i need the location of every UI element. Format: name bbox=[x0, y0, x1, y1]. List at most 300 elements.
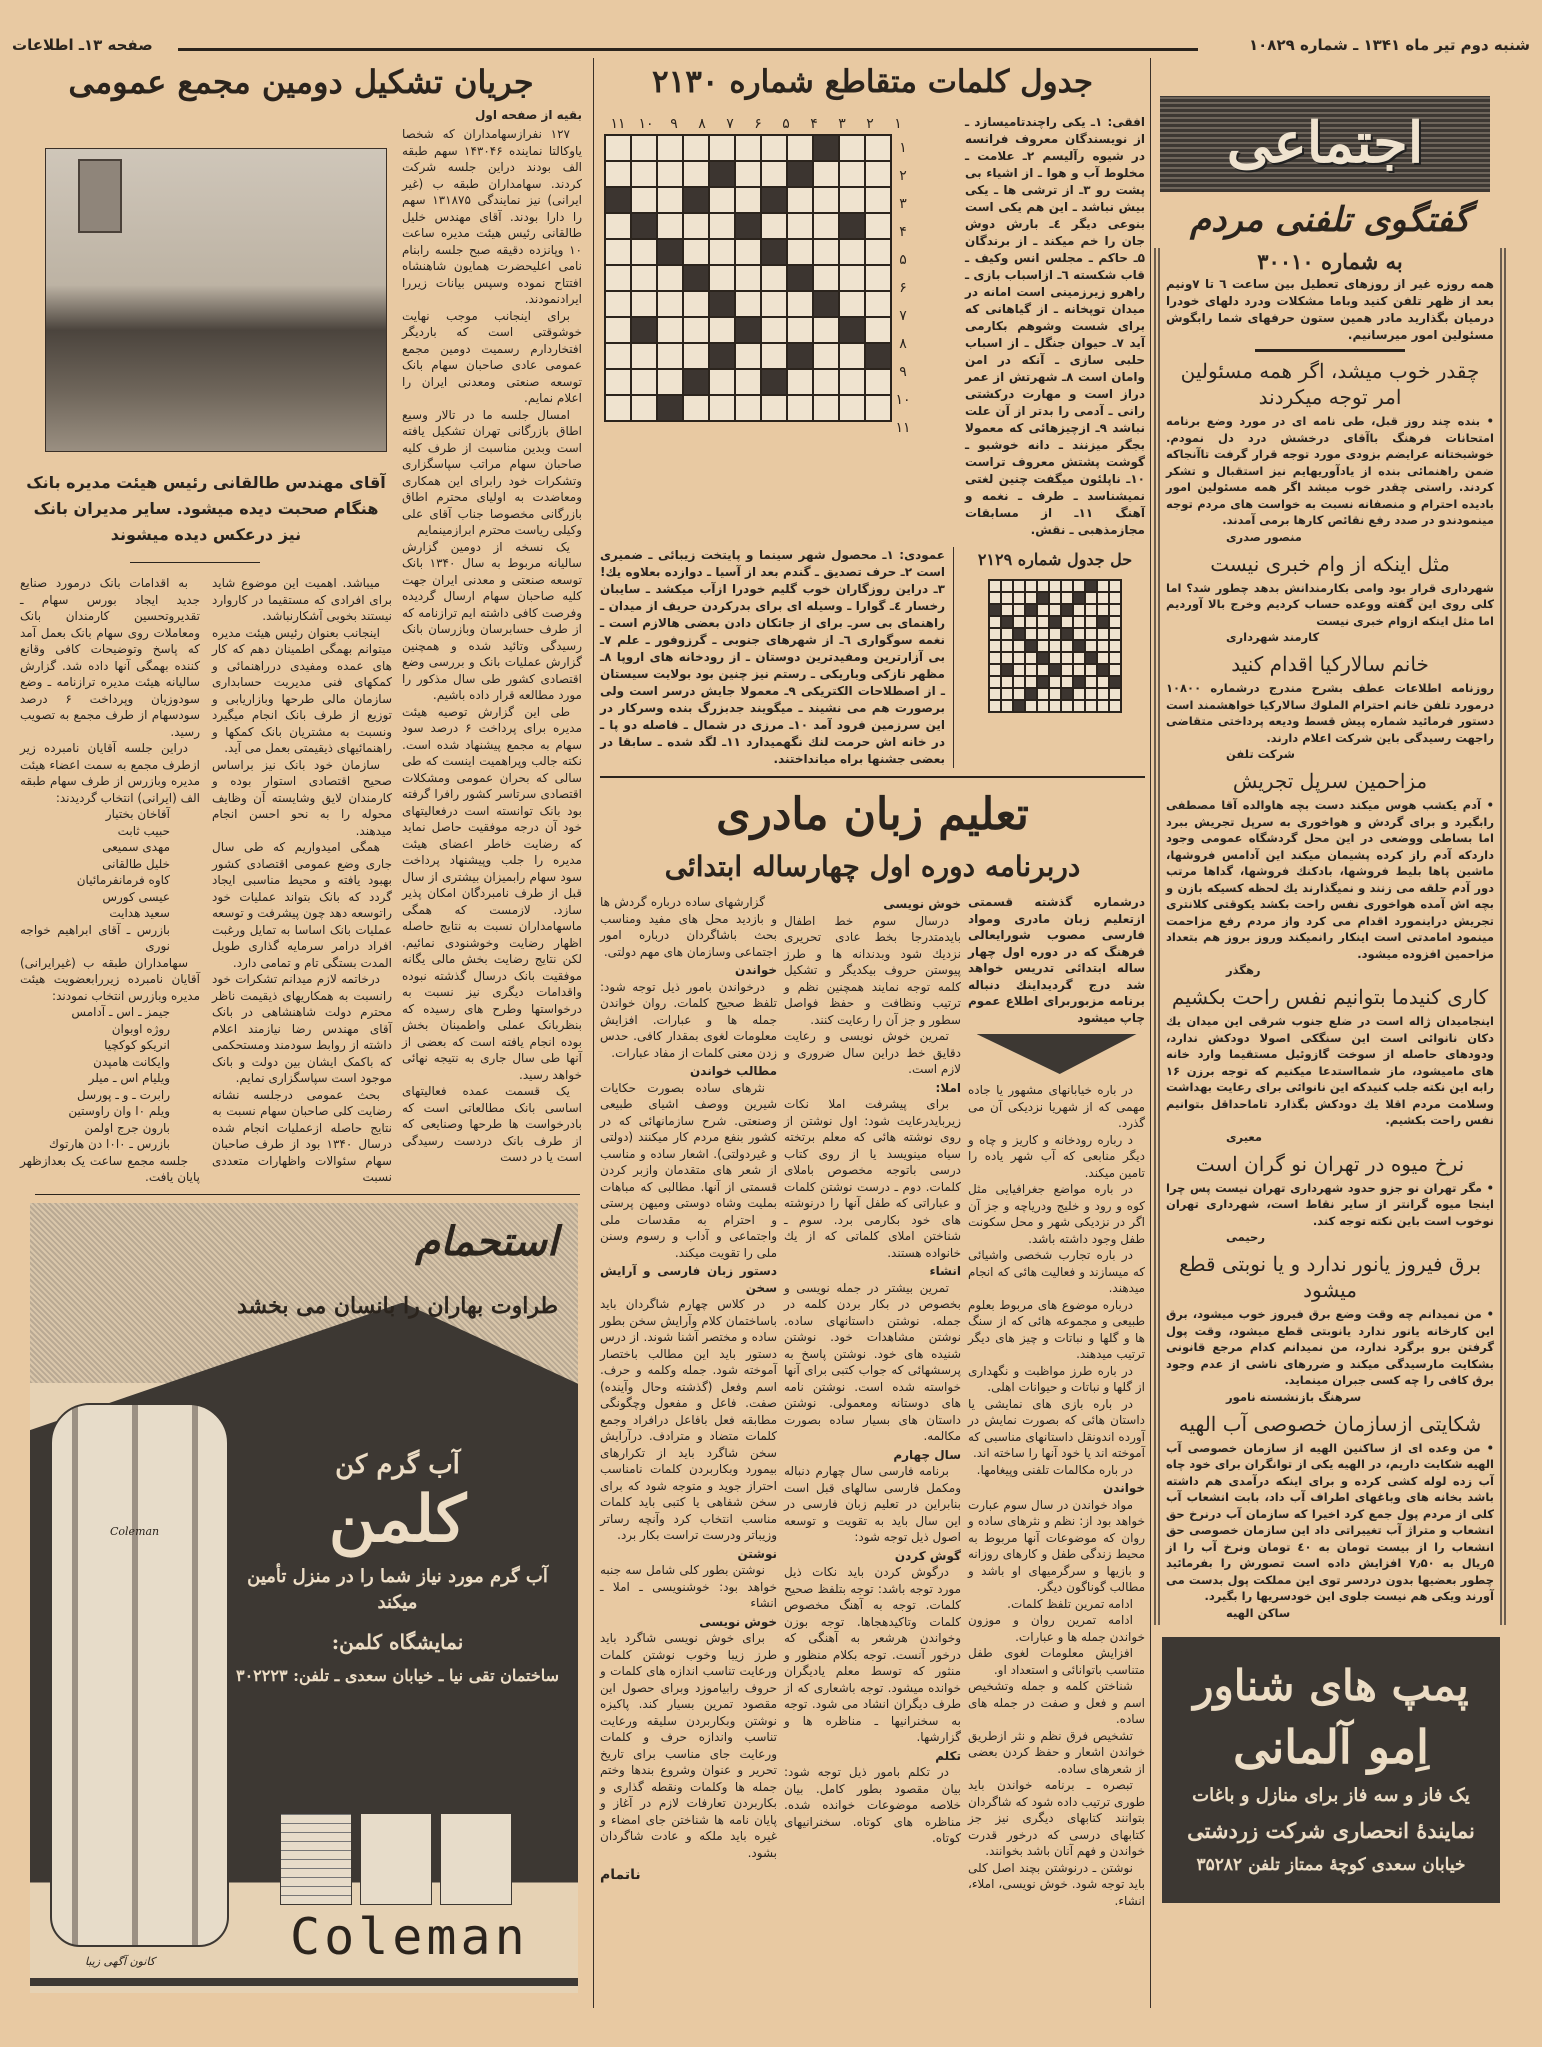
crossword-cell bbox=[1097, 700, 1109, 712]
ad-text-block bbox=[235, 1448, 560, 1688]
crossword-cell[interactable] bbox=[761, 135, 787, 161]
crossword-cell[interactable] bbox=[813, 317, 839, 343]
crossword-cell[interactable] bbox=[709, 369, 735, 395]
crossword-cell[interactable] bbox=[605, 317, 631, 343]
crossword-cell bbox=[1073, 688, 1085, 700]
crossword-cell[interactable] bbox=[683, 395, 709, 421]
paragraph: برنامه فارسی سال چهارم دنباله ومکمل فارسی سالهای قبل است بنابراین در تعلیم زبان فارسی در این سال باید به تقویت و توسعه اصول ذیل توجه شود: bbox=[784, 1464, 961, 1544]
letter-signature: منصور صدری bbox=[1226, 529, 1302, 544]
crossword-cell bbox=[1073, 664, 1085, 676]
crossword-cell bbox=[1037, 700, 1049, 712]
crossword-cell[interactable] bbox=[683, 135, 709, 161]
crossword-cell[interactable] bbox=[735, 369, 761, 395]
crossword-cell bbox=[1073, 604, 1085, 616]
crossword-cell[interactable] bbox=[787, 213, 813, 239]
crossword-cell bbox=[1013, 604, 1025, 616]
section-heading: نوشتن bbox=[737, 1546, 777, 1561]
crossword-cell bbox=[1025, 664, 1037, 676]
pump-ad-line3: یک فاز و سه فاز برای منازل و باغات bbox=[1192, 1784, 1470, 1806]
crossword-cell[interactable] bbox=[605, 369, 631, 395]
letter-item bbox=[1166, 984, 1494, 1145]
crossword-cell[interactable] bbox=[735, 395, 761, 421]
crossword-black-cell bbox=[1085, 652, 1097, 664]
letter-title: شکایتی ازسازمان خصوصی آب الهیه bbox=[1178, 1411, 1482, 1436]
letter-title: مثل اینکه از وام خبری نیست bbox=[1210, 551, 1450, 576]
pump-advertisement bbox=[1162, 1637, 1500, 1903]
crossword-cell bbox=[1109, 664, 1121, 676]
paragraph: در باره خیابانهای مشهور یا جاده مهمی که از شهریا نزدیکی آن می گذرد. bbox=[968, 1083, 1145, 1130]
crossword-black-cell bbox=[631, 213, 657, 239]
crossword-cell[interactable] bbox=[735, 265, 761, 291]
paragraph: درباره موضوع های مربوط بعلوم طبیعی و مجموعه هائی که از سنگ ها و گلها و نباتات و چیز های دیگر ترتیب میدهند. bbox=[968, 1297, 1145, 1361]
crossword-cell[interactable] bbox=[787, 369, 813, 395]
crossword-cell[interactable] bbox=[839, 161, 865, 187]
letter-text: روزنامه اطلاعات عطف بشرح مندرج درشماره ۱۰۸۰۰ درمورد تلفن خانم احترام الملوك سالارکیا خواهشمند است دستور فرمائید شماره پیش قسط ودیعه پرداختی متقاضی راجهت رسیدگی باین شرکت اعلام دارند. bbox=[1166, 681, 1494, 745]
crossword-cell[interactable] bbox=[761, 343, 787, 369]
crossword-cell[interactable] bbox=[865, 213, 891, 239]
letter-text: اینجامیدان ژاله است در ضلع جنوب شرقی این میدان یك دکان نانوائی است این سنگکی اصولا دودکش ندارد، ودودهای حاصله از سوخت گازوئیل مستقیما وارد خانه های مامیشود، ماز شمااستدعا میکنیم که توجه برزن ۱۶ رابه این نکته جلب کنیدکه این نانوائی برای رعایت بهداشت وسلامت مردم اقلا یك دودکش بگذارد تاماحداقل بتوانیم نفس راحت بکشیم. bbox=[1166, 1014, 1494, 1127]
crossword-cell[interactable] bbox=[709, 395, 735, 421]
crossword-cell[interactable] bbox=[709, 265, 735, 291]
crossword-cell bbox=[1025, 580, 1037, 592]
crossword-cell bbox=[1109, 700, 1121, 712]
pump-ad-line2: اِمو آلمانی bbox=[1233, 1719, 1429, 1774]
letter-text: • من نمیدانم چه وقت وضع برق فیروز خوب میشود، برق این کارخانه یانور ندارد یانوبتی قطع میشود، وقت پول گرفتن برو برگرد ندارد، من نمیدانم کدام مرجع قانونی بشکایت مارسیدگی میکند و ضررهای ناشی از عدم وجود برق کافی را چه کسی جبران مینماید. bbox=[1166, 1307, 1494, 1387]
crossword-cell bbox=[1061, 616, 1073, 628]
crossword-cell[interactable] bbox=[865, 161, 891, 187]
crossword-cell bbox=[1001, 604, 1013, 616]
crossword-black-cell bbox=[1001, 664, 1013, 676]
crossword-cell bbox=[1037, 580, 1049, 592]
crossword-cell bbox=[989, 640, 1001, 652]
crossword-cell[interactable] bbox=[865, 239, 891, 265]
crossword-black-cell bbox=[787, 265, 813, 291]
crossword-cell bbox=[1001, 580, 1013, 592]
crossword-cell bbox=[1109, 652, 1121, 664]
crossword-cell[interactable] bbox=[735, 239, 761, 265]
crossword-cell[interactable] bbox=[735, 135, 761, 161]
crossword-black-cell bbox=[1025, 640, 1037, 652]
crossword-cell[interactable] bbox=[631, 343, 657, 369]
crossword-black-cell bbox=[1061, 688, 1073, 700]
crossword-black-cell bbox=[813, 291, 839, 317]
crossword-cell[interactable] bbox=[761, 213, 787, 239]
crossword-cell bbox=[989, 688, 1001, 700]
crossword-cell[interactable] bbox=[787, 317, 813, 343]
row-number: ۴ bbox=[899, 224, 907, 240]
letter-item bbox=[1166, 1151, 1494, 1246]
crossword-cell[interactable] bbox=[657, 161, 683, 187]
portrait-frame bbox=[78, 159, 122, 233]
crossword-cell bbox=[1037, 628, 1049, 640]
crossword-cell bbox=[1001, 652, 1013, 664]
crossword-cell bbox=[1061, 652, 1073, 664]
crossword-black-cell bbox=[1073, 592, 1085, 604]
crossword-cell[interactable] bbox=[605, 135, 631, 161]
column-number: ۲ bbox=[866, 116, 874, 132]
header-rule bbox=[178, 48, 1198, 51]
education-column bbox=[968, 1082, 1145, 1909]
paragraph: در کلاس چهارم شاگردان باید باساختمان کلام وآرایش سخن بطور ساده و مختصر آشنا شوند. از درس دستور باید این مطالب باختصار آموخته شود. جمله وکلمه و حرف. اسم وفعل (گذشته وحال وآینده) صفت. فاعل و مفعول وچگونگی مطابقه فعل بافاعل درافراد وجمع کلمات متضاد و مترادف. درآرایش سخن شاگرد باید از تکرارهای بیمورد وبکاربردن کلمات نامناسب احتراز جوید و متوجه شود که برای سخن شفاهی یا کتبی باید کلمات مناسب انتخاب کرد وآنچه رساتر وزیباتر ودرست تراست بکار برد. bbox=[600, 1297, 777, 1542]
paragraph: تبصره ـ برنامه خواندن باید طوری ترتیب داده شود که شاگردان بتوانند کتابهای دیگری نیز جز کتابهای درسی که درخور قدرت خواندن و فهم آنان باشد بخوانند. bbox=[968, 1778, 1145, 1858]
crossword-cell bbox=[1025, 628, 1037, 640]
crossword-black-cell bbox=[839, 213, 865, 239]
crossword-cell bbox=[1109, 628, 1121, 640]
crossword-cell bbox=[1085, 640, 1097, 652]
paragraph: ادامه تمرین روان و موزون خواندن جمله ها و عبارات. bbox=[968, 1613, 1145, 1644]
crossword-cell[interactable] bbox=[761, 317, 787, 343]
crossword-cell bbox=[1025, 652, 1037, 664]
crossword-cell[interactable] bbox=[813, 213, 839, 239]
section-heading: خوش نویسی bbox=[699, 1614, 777, 1629]
crossword-cell[interactable] bbox=[631, 239, 657, 265]
crossword-cell[interactable] bbox=[813, 369, 839, 395]
crossword-cell[interactable] bbox=[605, 239, 631, 265]
crossword-black-cell bbox=[1037, 592, 1049, 604]
crossword-black-cell bbox=[839, 317, 865, 343]
right-section bbox=[1154, 96, 1506, 1903]
crossword-cell bbox=[1061, 700, 1073, 712]
water-heater-illustration: Coleman bbox=[50, 1403, 229, 1947]
crossword-cell[interactable] bbox=[631, 291, 657, 317]
crossword-cell[interactable] bbox=[709, 135, 735, 161]
crossword-cell bbox=[1061, 580, 1073, 592]
crossword-cell[interactable] bbox=[735, 343, 761, 369]
crossword-cell bbox=[1085, 604, 1097, 616]
continued-note: بقیه از صفحه اول bbox=[474, 108, 582, 122]
crossword-cell[interactable] bbox=[865, 135, 891, 161]
middle-section bbox=[600, 58, 1145, 1909]
crossword-cell[interactable] bbox=[787, 239, 813, 265]
crossword-cell[interactable] bbox=[787, 291, 813, 317]
crossword-cell[interactable] bbox=[865, 395, 891, 421]
crossword-cell bbox=[1037, 604, 1049, 616]
crossword-cell[interactable] bbox=[787, 395, 813, 421]
ad-agency: کانون آگهی زیبا bbox=[85, 1954, 155, 1968]
crossword-cell bbox=[1061, 664, 1073, 676]
crossword-cell bbox=[989, 676, 1001, 688]
letter-text: • آدم یکشب هوس میکند دست بچه هاوالده آقا مصطفی رابگیرد و برای گردش و هواخوری به سرپل تجریش ببرد اما بساطی ووضعی در این محل گردشگاه عمومی وجود داردکه آدم راز کرده پشیمان میکند این آدامس فروشها، ماشین پاها بلیط فروشها، بادکنك فروشها، گداها مرتب دور آدم حلقه می زنند و نمیگذارند یك لحظه کسیکه بازن و بچه اش آمده هواخوری نفس راحت بکشد یکوقتی کلانتری تجریش دراینمورد اقدام می کرد واز مردم رفع مزاحمت مینمود امامدتی است اینکار رانمیکند وروز بروز هم بتعداد مزاحمین افزوده میشود. bbox=[1166, 798, 1494, 961]
paragraph: تشخیص فرق نظم و نثر ازطریق خواندن اشعار و حفظ کردن بعضی از شعرهای ساده. bbox=[968, 1728, 1145, 1776]
ad-showroom: نمایشگاه کلمن: bbox=[331, 1629, 464, 1654]
crossword-cell bbox=[1025, 592, 1037, 604]
left-block bbox=[20, 104, 392, 1186]
divider bbox=[35, 1194, 580, 1195]
crossword-black-cell bbox=[1037, 652, 1049, 664]
crossword-black-cell bbox=[709, 161, 735, 187]
crossword-cell[interactable] bbox=[839, 291, 865, 317]
crossword-cell[interactable] bbox=[839, 265, 865, 291]
row-number: ۲ bbox=[899, 168, 907, 184]
crossword-black-cell bbox=[631, 317, 657, 343]
crossword-cell[interactable] bbox=[787, 187, 813, 213]
column-number: ۵ bbox=[782, 116, 790, 132]
crossword-cell[interactable] bbox=[865, 187, 891, 213]
crossword-cell[interactable] bbox=[605, 395, 631, 421]
crossword-cell[interactable] bbox=[839, 239, 865, 265]
crossword-cell bbox=[1025, 676, 1037, 688]
crossword-cell[interactable] bbox=[631, 187, 657, 213]
crossword-cell[interactable] bbox=[683, 161, 709, 187]
letter-title: برق فیروز یانور ندارد و یا نوبتی قطع میشود bbox=[1178, 1252, 1482, 1302]
crossword-cell bbox=[1013, 640, 1025, 652]
left-section bbox=[20, 60, 582, 1993]
crossword-cell[interactable] bbox=[605, 161, 631, 187]
crossword-cell[interactable] bbox=[605, 265, 631, 291]
crossword-black-cell bbox=[813, 135, 839, 161]
crossword-black-cell bbox=[657, 239, 683, 265]
crossword-cell bbox=[1073, 628, 1085, 640]
meeting-photo bbox=[45, 148, 387, 452]
crossword-cell[interactable] bbox=[631, 161, 657, 187]
crossword-grid[interactable] bbox=[604, 134, 892, 422]
crossword-cell[interactable] bbox=[605, 343, 631, 369]
crossword-cell[interactable] bbox=[683, 317, 709, 343]
crossword-cell[interactable] bbox=[735, 291, 761, 317]
issue-date: شنبه دوم تیر ماه ۱۳۴۱ ـ شماره ۱۰۸۲۹ bbox=[1249, 36, 1530, 54]
section-heading: خواندن bbox=[735, 963, 777, 977]
crossword-black-cell bbox=[657, 395, 683, 421]
crossword-cell bbox=[1109, 640, 1121, 652]
crossword-cell[interactable] bbox=[631, 369, 657, 395]
row-number: ۵ bbox=[899, 252, 907, 268]
crossword-cell bbox=[1085, 616, 1097, 628]
crossword-black-cell bbox=[683, 265, 709, 291]
crossword-black-cell bbox=[761, 239, 787, 265]
letter-title: چقدر خوب میشد، اگر همه مسئولین امر توجه میکردند bbox=[1180, 359, 1480, 409]
crossword-cell bbox=[1013, 592, 1025, 604]
page-number: صفحه ۱۳ـ اطلاعات bbox=[12, 36, 153, 54]
crossword-cell bbox=[1085, 688, 1097, 700]
paragraph: برای پیشرفت املا نکات زیربایدرعایت شود: اول نوشتن از روی نوشته هائی که معلم برتخته سیاه مینویسد یا از روی کتاب درسی باتوجه مخصوص باملای کلمات. دوم ـ درست نوشتن کلمات و عباراتی که طفل آنها را درنوشته های خود بکارمی برد. سوم ـ شناختن املای کلماتی که از یك خانواده هستند. bbox=[784, 1097, 961, 1260]
paragraph: در باره مکالمات تلفنی وپیغامها. bbox=[976, 1462, 1133, 1477]
crossword-cell[interactable] bbox=[709, 187, 735, 213]
crossword-cell bbox=[1097, 676, 1109, 688]
crossword-cell[interactable] bbox=[657, 265, 683, 291]
section-heading: دستور زبان فارسی و آرایش سخن bbox=[600, 1264, 777, 1295]
row-number: ۹ bbox=[899, 364, 907, 380]
article-text-side: ۱۲۷ نفرازسهامداران که شخصا یاوکالتا نماینده ۱۴۳۰۴۶ سهم طبقه الف بودند دراین جلسه شرکت کردند. سهامداران طبقه ب (غیر ایرانی) نیز نمایندگی ۱۳۱۸۷۵ سهم را دارا بودند. آقای مهندس خلیل طالقانی رئیس هیئت مدیره ساعت ۱۰ وپانزده دقیقه صبح جلسه رابنام نامی اعلیحضرت همایون شاهنشاه افتتاح نموده وسپس بیانات زیررا ایرادنمودند. برای اینجانب موجب نهایت خوشوقتی است که باردیگر افتخاردارم رسمیت دومین مجمع عمومی عادی صاحبان سهام بانک توسعه صنعتی ومعدنی ایران را اعلام نمایم. امسال جلسه ما در تالار وسیع اطاق بازرگانی تهران تشکیل یافته است وبدین مناسبت از طرف کلیه صاحبان سهام مراتب سپاسگزاری وتشکرات خود رابرای این همکاری ومعاضدت به اولیای محترم اطاق بازرگانی مخصوصا جناب آقای علی وکیلی ریاست محترم ابرازمینمایم یک نسخه از دومین گزارش سالیانه مربوط به سال ۱۳۴۰ بانک توسعه صنعتی و معدنی ایران جهت کلیه صاحبان سهام ارسال گردیده وفرصت کافی داشته ایم ترازنامه که از طرف حسابرسان وبازرسان بانک رسیدگی وتائید شده و همچنین گزارش عملیات بانک و بررسی وضع اقتصادی کشور طی سال مذکور را مورد مطالعه قرار داده باشیم. طی این گزارش توصیه هیئت مدیره برای پرداخت ۶ درصد سود سهام به مجمع پیشنهاد شده است. نکته جالب وپراهمیت اینست که طی سالی که بحران عمومی ومشکلات اقتصادی سرتاسر کشور رافرا گرفته بود بانک توانسته است درفعالیتهای خود آن درجه موفقیت حاصل نماید که رضایت خاطر اعضای هیئت مدیره را جلب وپیشنهاد پرداخت سود سهام رابمیزان بیشتری از سال قبل از طرف نامبردگان امکان پذیر سازد. لازمست که همگی ماسهامداران نسبت به نتایج حاصله اظهار رضایت وخوشنودی نمائیم. لکن نتایج رضایت بخش مالی یگانه موفقیت بانک درسال گذشته نبوده واقدامات دیگری نیز نسبت به درخواستها وطرح های رسیده که بنظربانک عملی واطمینان بخش بوده انجام یافته است که بعضی از آنها طی سال جاری به نتیجه نهائی خواهد رسید. یک قسمت عمده فعالیتهای اساسی بانک مطالعاتی است که بادرخواست ها طرحها وصنایعی که از طرف بانک دردست رسیدگی است یا در دست bbox=[402, 127, 582, 1164]
crossword-cell[interactable] bbox=[657, 317, 683, 343]
crossword-black-cell bbox=[1013, 628, 1025, 640]
letter-text: شهرداری قرار بود وامی بکارمندانش بدهد چطور شد؟ اما کلی روی این گفته ووعده حساب کردیم وخرج بالا آوردیم اما مثل اینکه ازوام خبری نیست bbox=[1166, 580, 1494, 628]
crossword-cell[interactable] bbox=[631, 135, 657, 161]
crossword-cell bbox=[1109, 592, 1121, 604]
crossword-title: جدول کلمات متقاطع شماره ۲۱۳۰ bbox=[651, 64, 1094, 100]
crossword-cell bbox=[1061, 640, 1073, 652]
crossword-cell[interactable] bbox=[813, 187, 839, 213]
solution-title: حل جدول شماره ۲۱۲۹ bbox=[977, 550, 1133, 569]
crossword-cell[interactable] bbox=[839, 343, 865, 369]
crossword-black-cell bbox=[1025, 688, 1037, 700]
crossword-cell bbox=[1049, 640, 1061, 652]
crossword-cell[interactable] bbox=[813, 265, 839, 291]
crossword-cell[interactable] bbox=[683, 239, 709, 265]
crossword-black-cell bbox=[1073, 676, 1085, 688]
paragraph: برای خوش نویسی شاگرد باید طرز زیبا وخوب نوشتن کلمات ورعایت تناسب اندازه های کلمات و حروف رابیاموزد وبرای حصول این مقصود تمرین بسیار کند. پاکیزه نوشتن وبکاربردن سلیقه ورعایت تناسب واندازه حرف و کلمات ورعایت جای مناسب برای تاریخ تحریر و عنوان وشروع بندها وختم جمله ها وکلمات ونقطه گذاری و بکاربردن تعارفات لازم در آغاز و پایان نامه ها شناختن جای امضاء و غیره باید ملکه و عادت شاگردان بشود. bbox=[600, 1631, 777, 1860]
education-column bbox=[600, 894, 777, 1861]
education-column-right bbox=[968, 894, 1145, 1909]
crossword-black-cell bbox=[1085, 580, 1097, 592]
crossword-cell[interactable] bbox=[813, 343, 839, 369]
bathroom-illustration bbox=[280, 1813, 352, 1905]
paragraph: ادامه تمرین تلفظ کلمات. bbox=[1007, 1596, 1133, 1611]
crossword-black-cell bbox=[605, 187, 631, 213]
crossword-cell[interactable] bbox=[709, 317, 735, 343]
section-heading: خواندن bbox=[1103, 1481, 1145, 1495]
education-subtitle: دربرنامه دوره اول چهارساله ابتدائی bbox=[664, 850, 1081, 883]
crossword-cell[interactable] bbox=[813, 395, 839, 421]
phone-section-box bbox=[1154, 248, 1506, 1625]
crossword-cell bbox=[1037, 664, 1049, 676]
crossword-cell[interactable] bbox=[709, 239, 735, 265]
paragraph: درگوش کردن باید نکات ذیل مورد توجه باشد: توجه بتلفظ صحیح کلمات. توجه به آهنگ مخصوص کلمات وتاکیدهجاها. توجه بوزن وخواندن هرشعر به آهنگی که درخور آنست. توجه بکلام منظور و منثور که توسط معلم یادیگران خوانده میشود. توجه باشعاری که از طرف دیگران انشاد می شود. توجه به سخنرانیها ـ مناظره ها و گزارشها. bbox=[784, 1565, 961, 1744]
crossword-cell bbox=[1109, 616, 1121, 628]
crossword-cell[interactable] bbox=[657, 369, 683, 395]
crossword-cell bbox=[1037, 616, 1049, 628]
to-be-continued: ناتمام bbox=[600, 1867, 641, 1883]
crossword-black-cell bbox=[1049, 616, 1061, 628]
crossword-cell bbox=[1061, 676, 1073, 688]
crossword-black-cell bbox=[683, 187, 709, 213]
crossword-cell[interactable] bbox=[839, 135, 865, 161]
crossword-cell[interactable] bbox=[605, 291, 631, 317]
paragraph: در باره طرز مواظبت و نگهداری از گلها و نباتات و حیوانات اهلی. bbox=[968, 1363, 1145, 1394]
letter-item bbox=[1166, 651, 1494, 762]
letter-signature: رحیمی bbox=[1226, 1230, 1265, 1244]
crossword-cell[interactable] bbox=[865, 369, 891, 395]
crossword-cell[interactable] bbox=[657, 291, 683, 317]
column-number: ۹ bbox=[670, 116, 678, 132]
crossword-cell[interactable] bbox=[865, 291, 891, 317]
members-list-a: آقاخان بختیار حبیب ثابت مهدی سمیعی خلیل طالقانی کاوه فرمانفرمائیان عیسی کورس سعید هدایت بازرس ـ آقای ابراهیم خواجه نوری bbox=[20, 807, 170, 953]
article-column: میباشد. اهمیت این موضوع شاید برای افرادی که مستقیما در کاروارد نیستند بخوبی آشکارنباشد. اینجانب بعنوان رئیس هیئت مدیره میتوانم بهمگی اطمینان دهم که کار های عمده ومفیدی درراهنمائی و کمکهای فنی مدیریت حسابداری سازمان مالی طرحها وبازاریابی و توزیع از طرف بانک انجام میگیرد ونسبت به مشتریان بانک کمکها و راهنمائیهای ذیقیمتی بعمل می آید. سازمان خود بانک نیز براساس صحیح اقتصادی استوار بوده و کارمندان لایق وشایسته آن وظایف محوله را به نحو احسن انجام میدهند. همگی امیدواریم که طی سال جاری وضع عمومی اقتصادی کشور بهبود یافته و محیط مناسبی ایجاد گردد که بانک بتواند عملیات خود راتوسعه دهد چون پیشرفت و توسعه عملیات بانک اساسا به تمایل ورغبت افراد درامر سرمایه گذاری طویل المدت بستگی تام و تمامی دارد. درخاتمه لازم میدانم تشکرات خود رانسبت به همکاریهای ذیقیمت ناظر محترم دولت شاهنشاهی در بانک آقای مهندس رضا نیازمند اعلام داشته از روابط سودمند ومستحکمی که باکمک ایشان بین دولت و بانک موجود است سپاسگزاری نمایم. بحث عمومی درجلسه نشانه رضایت کلی صاحبان سهام نسبت به نتایج حاصله ازعملیات انجام شده درسال ۱۳۴۰ بود از طرف صاحبان سهام سئوالات واظهارات متعددی نسبت bbox=[212, 576, 392, 1184]
clues-down: عمودی: ۱ـ محصول شهر سینما و پایتخت زیبائی ـ ضمیری است ۲ـ حرف تصدیق ـ گندم بعد از آسیا ـ دوازده بعلاوه یك! ۳ـ دراین روزگاران خوب گلیم خودرا ازآب میکشد ـ سایبان رخسار ٤ـ گوارا ـ وسیله ای برای بدرکردن حریف از میدان ـ راهنمای بی سرـ برای از جاتکان دادن بعضی هالازم است ـ نغمه سوگواری ٦ـ از شهرهای جنوبی ـ گرزوفور ـ علم ۷ـ بی آزارترین ومفیدترین دوستان ـ از رودخانه های اروپا ۸ـ مظهر نازکی وباریکی ـ رستم نیز چنین بود بولایت سیستان ـ از اصطلاحات الکتریکی ۹ـ معمولا جایش درسر است ولی برصورت هم می نشیند ـ میگویند جدبزرگ بنده وسرکار در این سرزمین فرود آمد ۱۰ـ مرزی در شمال ـ فاصله دو پا ـ در خانه اش حرمت لنك نگهمیدارد ۱۱ـ لگد شده ـ سابقا در بعضی جشنها براه میانداختند. bbox=[600, 547, 954, 768]
phone-number: به شماره ۳۰۰۱۰ bbox=[1257, 249, 1403, 274]
crossword-cell bbox=[1001, 688, 1013, 700]
crossword-cell[interactable] bbox=[657, 213, 683, 239]
letter-signature: ساکن الهیه bbox=[1226, 1605, 1291, 1620]
column-divider bbox=[1150, 58, 1151, 2008]
letter-text: • مگر تهران نو جزو حدود شهرداری تهران نیست پس چرا اینجا میوه گرانتر از سایر نقاط است، شهرداری تهران نوخوب است باین نکته توجه کند. bbox=[1166, 1180, 1494, 1228]
solution-grid bbox=[988, 579, 1122, 713]
crossword-black-cell bbox=[761, 369, 787, 395]
letter-signature: شرکت تلفن bbox=[1226, 747, 1295, 761]
crossword-cell[interactable] bbox=[631, 395, 657, 421]
letter-signature: رهگذر bbox=[1226, 963, 1261, 977]
paragraph: شناختن کلمه و جمله وتشخیص اسم و فعل و صفت در جمله های ساده. bbox=[968, 1679, 1145, 1726]
members-list-b: جیمز ـ اس ـ آدامس روژه اوبوان انریکو کوکچیا وایکانت هامپدن ویلیام اس ـ میلر رابرت ـ و ـ پورسل ویلم ۰ا وان راوستین بارون جرج اولمن بازرس ـ ۰ا۰ا دن هارتوك bbox=[49, 1005, 170, 1151]
letter-item bbox=[1166, 1251, 1494, 1405]
crossword-black-cell bbox=[761, 187, 787, 213]
social-section-logo: اجتماعی bbox=[1160, 96, 1490, 192]
crossword-cell[interactable] bbox=[761, 265, 787, 291]
paragraph: نوشتن ـ درنوشتن بچند اصل کلی باید توجه شود. خوش نویسی، املاء، انشاء. bbox=[968, 1860, 1145, 1908]
crossword-cell bbox=[1001, 676, 1013, 688]
crossword-cell[interactable] bbox=[657, 187, 683, 213]
crossword-cell[interactable] bbox=[683, 291, 709, 317]
letter-signature: سرهنگ بازنشسته نامور bbox=[1226, 1389, 1362, 1404]
crossword-cell bbox=[1073, 652, 1085, 664]
section-heading: خوش نویسی bbox=[883, 897, 961, 911]
crossword-cell[interactable] bbox=[735, 187, 761, 213]
crossword-cell bbox=[1013, 676, 1025, 688]
section-heading: تکلم bbox=[935, 1748, 961, 1763]
crossword-cell[interactable] bbox=[865, 317, 891, 343]
paragraph: افزایش معلومات لغوی طفل متناسب باتوانائی و استعداد او. bbox=[968, 1646, 1145, 1677]
education-column bbox=[784, 894, 961, 1847]
crossword-cell[interactable] bbox=[761, 161, 787, 187]
paragraph: گزارشهای ساده درباره گردش ها و بازدید محل های مفید ومناسب بحث باشاگردان درباره امور اجتماعی وسازمان های مهم دولتی. bbox=[600, 895, 777, 959]
crossword-cell[interactable] bbox=[813, 239, 839, 265]
crossword-cell[interactable] bbox=[709, 213, 735, 239]
crossword-cell[interactable] bbox=[839, 369, 865, 395]
crossword-cell bbox=[1025, 700, 1037, 712]
column-number: ۶ bbox=[754, 116, 762, 132]
crossword-cell bbox=[1073, 580, 1085, 592]
crossword-cell bbox=[1085, 592, 1097, 604]
crossword-cell[interactable] bbox=[865, 265, 891, 291]
column-number: ۱ bbox=[894, 116, 902, 132]
crossword-cell bbox=[1049, 604, 1061, 616]
crossword-cell[interactable] bbox=[813, 161, 839, 187]
column-number: ۳ bbox=[838, 116, 846, 132]
crossword-cell bbox=[1109, 688, 1121, 700]
column-number: ۷ bbox=[726, 116, 734, 132]
paragraph: درخواندن بامور ذیل توجه شود: تلفظ صحیح کلمات. روان خواندن جمله ها و عبارات. افزایش معلومات لغوی بمقدار کافی. حدس زدن معنی کلمات از مفاد عبارات. bbox=[600, 979, 777, 1060]
crossword-cell[interactable] bbox=[839, 187, 865, 213]
crossword-cell bbox=[989, 592, 1001, 604]
crossword-cell[interactable] bbox=[839, 395, 865, 421]
crossword-block bbox=[600, 114, 914, 442]
paragraph: تمرین بیشتر در جمله نویسی و بخصوص در بکار بردن کلمه در جمله. نوشتن داستانهای ساده. نوشتن مشاهدات خود. نوشتن شنیده های خود. نوشتن پاسخ به پرسشهائی که جواب کتبی برای آنها خواسته شده است. نوشتن نامه های دوستانه ومعمولی. نوشتن داستان های بسیار ساده بصورت مکالمه. bbox=[784, 1280, 961, 1443]
crossword-cell[interactable] bbox=[605, 213, 631, 239]
crossword-cell bbox=[1049, 580, 1061, 592]
crossword-black-cell bbox=[1109, 676, 1121, 688]
crossword-cell[interactable] bbox=[761, 291, 787, 317]
paragraph: نثرهای ساده بصورت حکایات شیرین ووصف اشیای طبیعی وصنعتی. شرح سازمانهائی که در کشور بنفع مردم کار میکنند (دولتی و غیردولتی). اشعار ساده و مناسب از شعر های متقدمان وازبر کردن قسمتی از آنها. مطالبی که مباهات بملیت وشاه دوستی ومیهن پرستی و احترام به مقدسات ملی واجتماعی و آداب و رسوم وسنن ملی را تقویت میکند. bbox=[600, 1080, 777, 1260]
letter-item bbox=[1166, 1411, 1494, 1621]
letter-signature: معیری bbox=[1226, 1129, 1262, 1144]
crossword-cell[interactable] bbox=[787, 135, 813, 161]
crossword-cell[interactable] bbox=[761, 395, 787, 421]
crossword-black-cell bbox=[989, 604, 1001, 616]
crossword-cell bbox=[1061, 592, 1073, 604]
crossword-black-cell bbox=[735, 317, 761, 343]
crossword-cell bbox=[1013, 652, 1025, 664]
article-column: به اقدامات بانک درمورد صنایع جدید ایجاد بورس سهام ـ تقدیروتحسین کارمندان بانک ومعاملات روی سهام بانک بعمل آمد که پاسخ وتوضیحات کافی وقانع کننده بهمگی آنها داده شد. گزارش سالیانه هیئت مدیره ترازنامه ـ وضع سودوزیان وپرداخت ۶ درصد سودسهام از طرف مجمع به تصویب رسید. دراین جلسه آقایان نامبرده زیر ازطرف مجمع به سمت اعضاء هیئت مدیره وبازرس از طرف سهام طبقه الف (ایرانی) انتخاب گردیدند: آقاخان بختیار حبیب ثابت مهدی سمیعی خلیل طالقانی کاوه فرمانفرمائیان عیسی کورس سعید هدایت بازرس ـ آقای ابراهیم خواجه نوری سهامداران طبقه ب (غیرایرانی) آقایان نامبرده زیررابعضویت هیئت مدیره وبازرس انتخاب نمودند: جیمز ـ اس ـ آدامس روژه اوبوان انریکو کوکچیا وایکانت هامپدن ویلیام اس ـ میلر رابرت ـ و ـ پورسل ویلم ۰ا وان راوستین بارون جرج اولمن بازرس ـ ۰ا۰ا دن هارتوك جلسه مجمع ساعت یک بعدازظهر پایان یافت. bbox=[20, 576, 200, 1184]
kitchen-illustration bbox=[440, 1813, 512, 1905]
crossword-cell[interactable] bbox=[657, 135, 683, 161]
crossword-cell bbox=[989, 628, 1001, 640]
crossword-cell[interactable] bbox=[683, 343, 709, 369]
crossword-cell[interactable] bbox=[735, 161, 761, 187]
column-number: ۱۱ bbox=[610, 116, 626, 132]
crossword-cell[interactable] bbox=[631, 265, 657, 291]
paragraph: درسال سوم خط اطفال بایدمتدرجا بخط عادی تحریری نزدیك شود وبدندانه ها و طرز پیوستن حروف بیکدیگر و تشکیل کلمه توجه نمایند همچنین نظم و ترتیب ونظافت و حفظ فواصل سطور و جز آن را رعایت کنند. bbox=[784, 913, 961, 1027]
crossword-cell[interactable] bbox=[683, 213, 709, 239]
paragraph: در باره مواضع جغرافیایی مثل کوه و رود و خلیج ودریاچه و جز آن اگر در نزدیکی شهر و محل سکونت طفل وجود داشته باشد. bbox=[968, 1182, 1145, 1246]
crossword-cell bbox=[1001, 640, 1013, 652]
section-heading: املا: bbox=[935, 1080, 961, 1095]
paragraph: تمرین خوش نویسی و رعایت دقایق خط دراین سال ضروری و لازم است. bbox=[784, 1029, 961, 1076]
crossword-cell[interactable] bbox=[657, 343, 683, 369]
education-title: تعلیم زبان مادری bbox=[716, 789, 1029, 840]
row-number: ۱۱ bbox=[895, 420, 911, 436]
letter-text: • بنده چند روز قبل، طی نامه ای در مورد وضع برنامه امتحانات فرهنگ باآقای درخشش درد دل نمودم. خوشبختانه عرایضم بزودی مورد توجه قرار گرفت تاآنجاکه ضمن راهنمائی بنده از یادآوریهایم نیز استقبال و تشکر کردند. راستی چقدر خوب میشد اگر همه مسئولین امور بادیده احترام و منصفانه نسبت به خواست های مردم توجه مینمودندو در صدد رفع نقائص کارها برمی آمدند. bbox=[1166, 414, 1494, 527]
crossword-cell bbox=[1097, 652, 1109, 664]
divider bbox=[130, 562, 260, 563]
